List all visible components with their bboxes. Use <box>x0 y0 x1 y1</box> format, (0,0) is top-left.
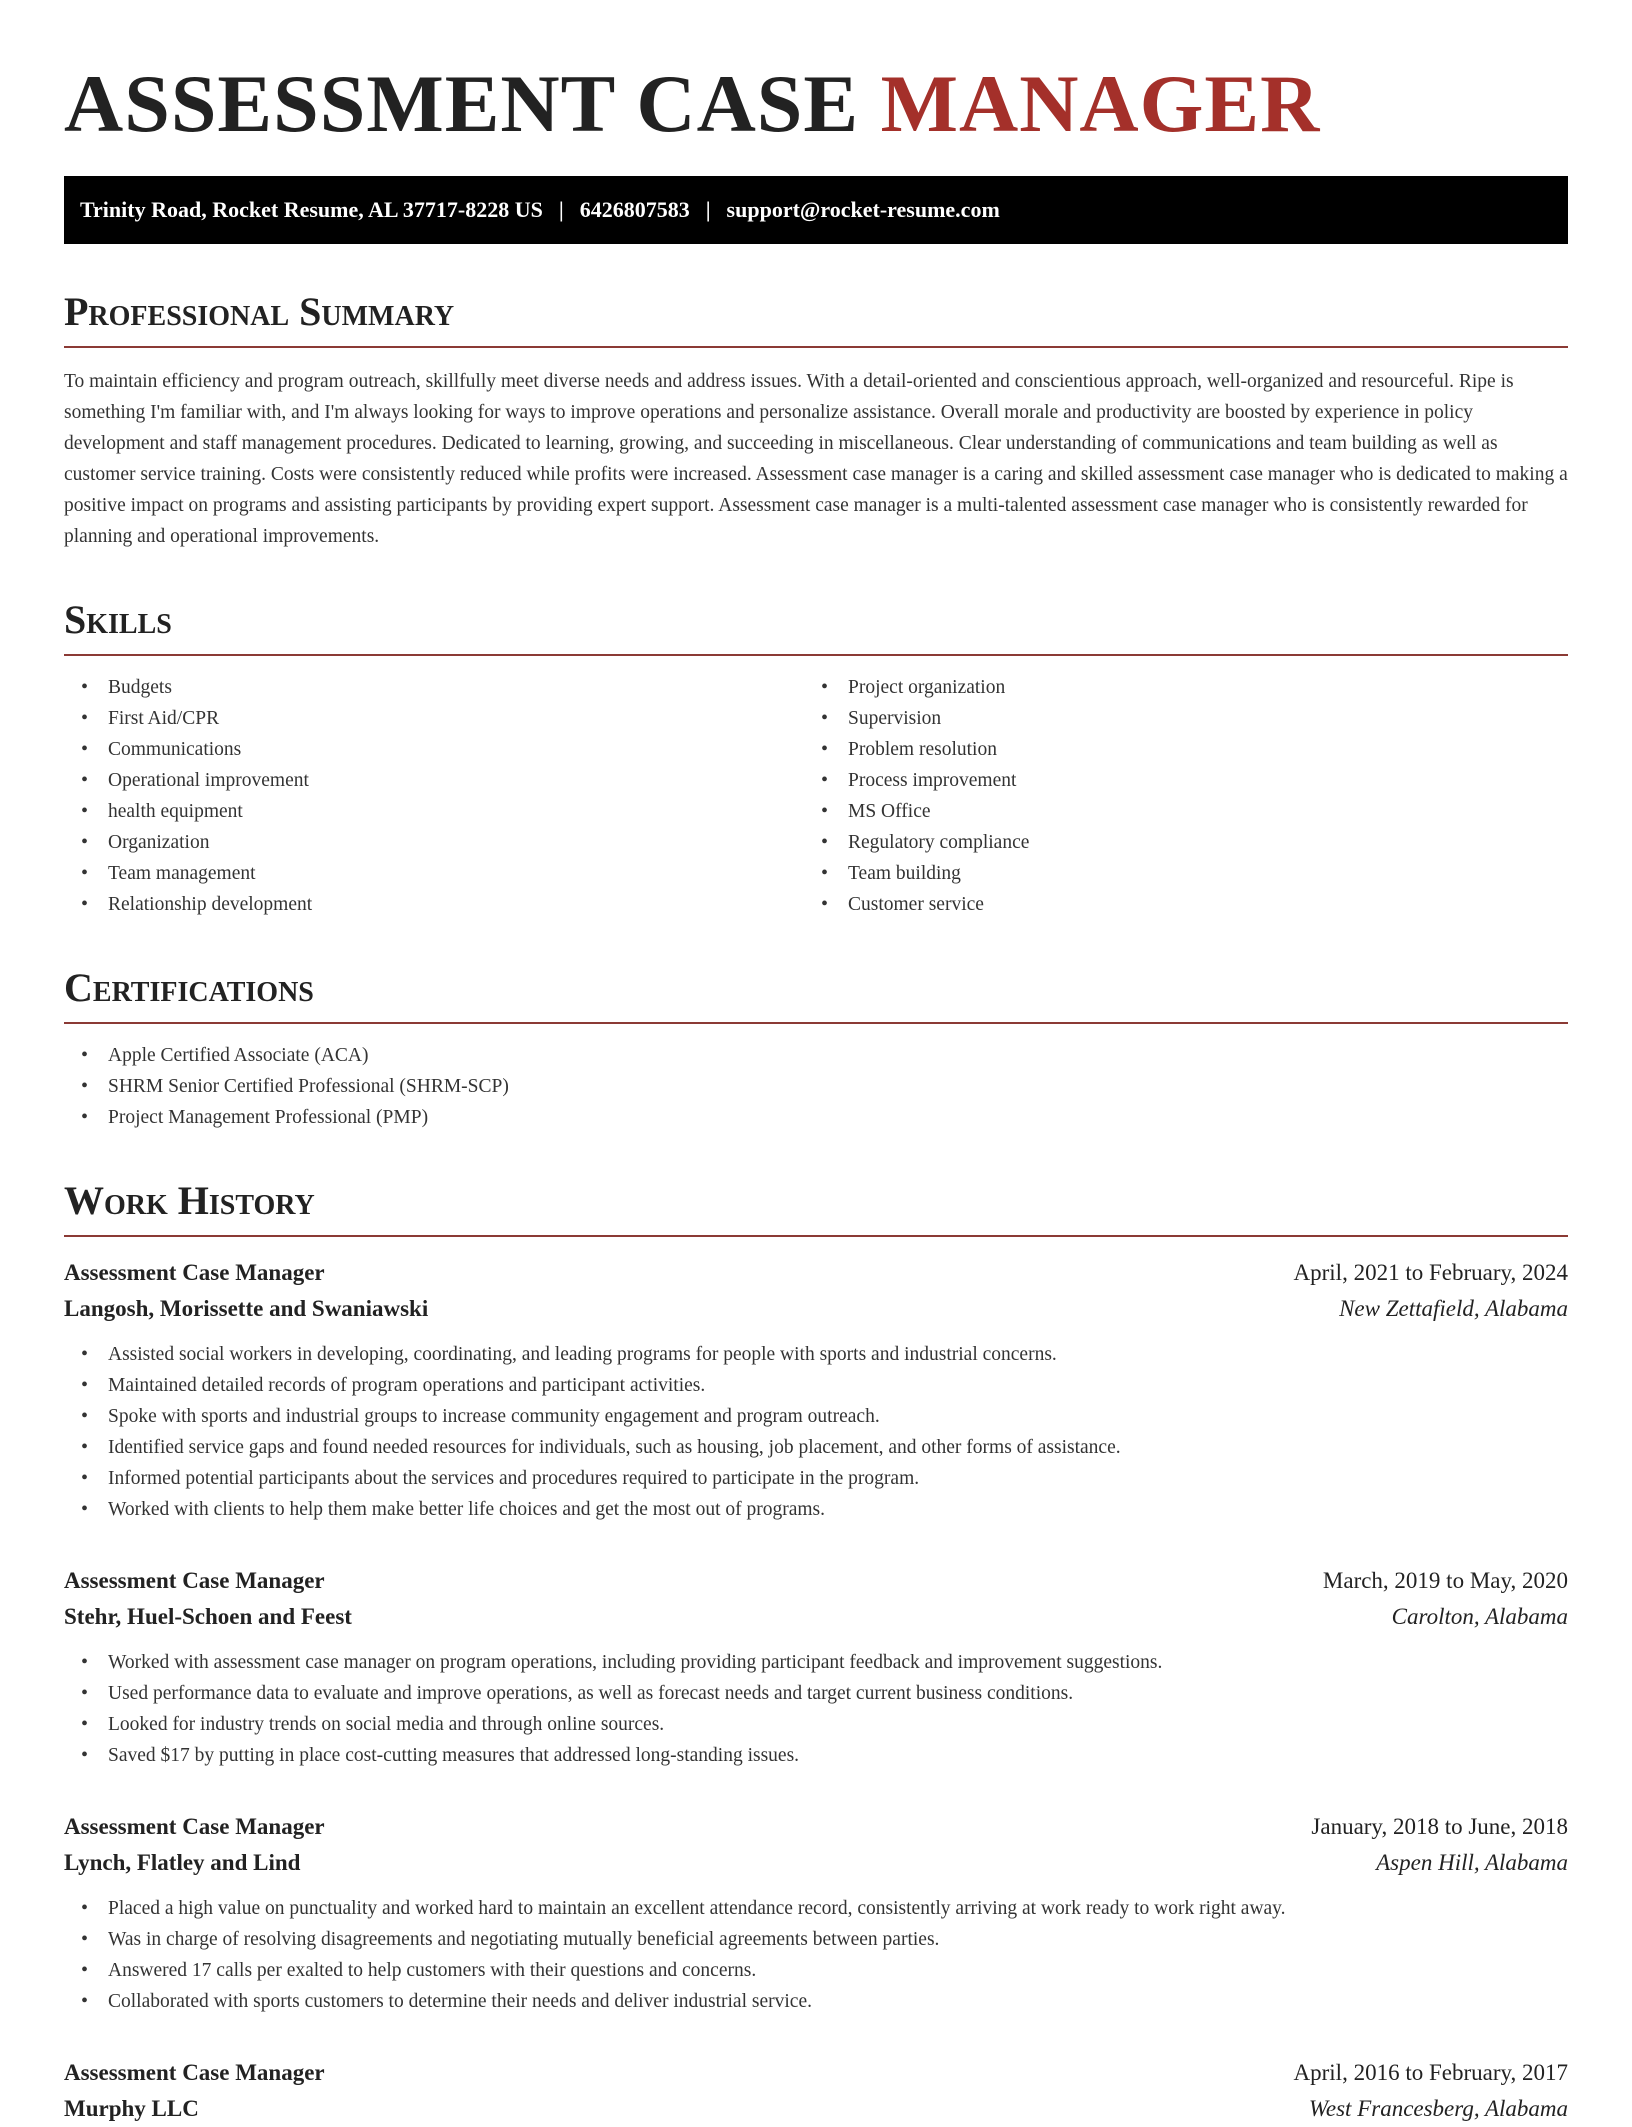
job-duty-item: • Worked with clients to help them make better life choices and get the most out of programs. <box>64 1494 1568 1525</box>
skill-item: • Regulatory compliance <box>804 827 1544 858</box>
job-duty-item: • Worked with assessment case manager on program operations, including providing participant feedback and improvement suggestions. <box>64 1647 1568 1678</box>
job-duty-item: • Assisted social workers in developing, coordinating, and leading programs for people with sports and industrial concerns. <box>64 1339 1568 1370</box>
job-dates: January, 2018 to June, 2018 <box>1311 1814 1568 1839</box>
skill-item: • Operational improvement <box>64 765 804 796</box>
job-dates: April, 2016 to February, 2017 <box>1293 2060 1568 2085</box>
job-dates: March, 2019 to May, 2020 <box>1322 1568 1568 1593</box>
job-duty-item: • Placed a high value on punctuality and worked hard to maintain an excellent attendance record, consistently arriving at work ready to work right away. <box>64 1893 1568 1924</box>
job-duties-list <box>64 1893 1568 2017</box>
certifications-list <box>64 1040 1568 1133</box>
certification-item: • SHRM Senior Certified Professional (SHRM-SCP) <box>64 1071 1568 1102</box>
job-location: Aspen Hill, Alabama <box>1376 1850 1568 1875</box>
skill-item: • Budgets <box>64 672 804 703</box>
certifications-section <box>64 966 1568 1133</box>
job-duties-list <box>64 1647 1568 1771</box>
certifications-heading: Certifications <box>64 966 1568 1024</box>
skill-item: • Team management <box>64 858 804 889</box>
job-header-row <box>64 1255 1568 1291</box>
job-duty-item: • Used performance data to evaluate and improve operations, as well as forecast needs and target current business conditions. <box>64 1678 1568 1709</box>
contact-separator: | <box>705 197 711 222</box>
job-company: Langosh, Morissette and Swaniawski <box>64 1296 429 1321</box>
job-company: Stehr, Huel-Schoen and Feest <box>64 1604 352 1629</box>
job-duty-item: • Spoke with sports and industrial groups to increase community engagement and program outreach. <box>64 1401 1568 1432</box>
page-title <box>64 56 1568 152</box>
skill-item: • Relationship development <box>64 889 804 920</box>
job-title: Assessment Case Manager <box>64 2060 325 2085</box>
summary-section <box>64 290 1568 552</box>
job-entry <box>64 1809 1568 2017</box>
title-accent: MANAGER <box>880 58 1321 149</box>
title-main: ASSESSMENT CASE <box>64 58 860 149</box>
job-entry <box>64 1563 1568 1771</box>
summary-text: To maintain efficiency and program outreach, skillfully meet diverse needs and address issues. With a detail-oriented and conscientious approach, well-organized and resourceful. Ripe is something I'm familiar with, and I'm always looking for ways to improve operations and personalize assistance. Overall morale and productivity are boosted by experience in policy development and staff management procedures. Dedicated to learning, growing, and succeeding in miscellaneous. Clear understanding of communications and team building as well as customer service training. Costs were consistently reduced while profits were increased. Assessment case manager is a caring and skilled assessment case manager who is dedicated to making a positive impact on programs and assisting participants by providing expert support. Assessment case manager is a multi-talented assessment case manager who is consistently rewarded for planning and operational improvements. <box>64 371 1568 547</box>
job-header-row <box>64 1809 1568 1845</box>
contact-bar <box>64 176 1568 244</box>
job-title: Assessment Case Manager <box>64 1568 325 1593</box>
jobs-list <box>64 1255 1568 2127</box>
work-heading: Work History <box>64 1179 1568 1237</box>
job-header-row <box>64 1563 1568 1599</box>
contact-phone: 6426807583 <box>579 197 690 222</box>
job-location: Carolton, Alabama <box>1391 1604 1568 1629</box>
job-company-row <box>64 2091 1568 2127</box>
certification-item: • Apple Certified Associate (ACA) <box>64 1040 1568 1071</box>
job-location: New Zettafield, Alabama <box>1339 1296 1568 1321</box>
job-company: Murphy LLC <box>64 2096 199 2121</box>
contact-address: Trinity Road, Rocket Resume, AL 37717-8228 US <box>80 197 543 222</box>
skills-heading: Skills <box>64 598 1568 656</box>
skills-section <box>64 598 1568 920</box>
skill-item: • health equipment <box>64 796 804 827</box>
skills-list-left <box>64 672 804 920</box>
job-duty-item: • Saved $17 by putting in place cost-cutting measures that addressed long-standing issues. <box>64 1740 1568 1771</box>
skills-list-right <box>804 672 1544 920</box>
job-company-row <box>64 1599 1568 1635</box>
job-dates: April, 2021 to February, 2024 <box>1293 1260 1568 1285</box>
job-entry <box>64 2055 1568 2127</box>
job-duty-item: • Informed potential participants about the services and procedures required to participate in the program. <box>64 1463 1568 1494</box>
certification-item: • Project Management Professional (PMP) <box>64 1102 1568 1133</box>
job-duty-item: • Collaborated with sports customers to determine their needs and deliver industrial service. <box>64 1986 1568 2017</box>
job-duty-item: • Was in charge of resolving disagreements and negotiating mutually beneficial agreements between parties. <box>64 1924 1568 1955</box>
job-header-row <box>64 2055 1568 2091</box>
work-section <box>64 1179 1568 2127</box>
skill-item: • First Aid/CPR <box>64 703 804 734</box>
skill-item: • MS Office <box>804 796 1544 827</box>
job-location: West Francesberg, Alabama <box>1308 2096 1568 2121</box>
skills-grid <box>64 656 1568 920</box>
contact-email[interactable]: support@rocket-resume.com <box>726 197 1000 222</box>
skill-item: • Organization <box>64 827 804 858</box>
job-company-row <box>64 1845 1568 1881</box>
skill-item: • Problem resolution <box>804 734 1544 765</box>
job-entry <box>64 1255 1568 1525</box>
job-duty-item: • Identified service gaps and found needed resources for individuals, such as housing, job placement, and other forms of assistance. <box>64 1432 1568 1463</box>
skill-item: • Process improvement <box>804 765 1544 796</box>
contact-separator: | <box>558 197 564 222</box>
skill-item: • Supervision <box>804 703 1544 734</box>
job-duty-item: • Answered 17 calls per exalted to help customers with their questions and concerns. <box>64 1955 1568 1986</box>
skill-item: • Customer service <box>804 889 1544 920</box>
skill-item: • Communications <box>64 734 804 765</box>
job-duty-item: • Looked for industry trends on social media and through online sources. <box>64 1709 1568 1740</box>
job-title: Assessment Case Manager <box>64 1260 325 1285</box>
summary-heading: Professional Summary <box>64 290 1568 348</box>
job-company-row <box>64 1291 1568 1327</box>
job-title: Assessment Case Manager <box>64 1814 325 1839</box>
skill-item: • Project organization <box>804 672 1544 703</box>
job-duty-item: • Maintained detailed records of program operations and participant activities. <box>64 1370 1568 1401</box>
job-company: Lynch, Flatley and Lind <box>64 1850 301 1875</box>
job-duties-list <box>64 1339 1568 1525</box>
skill-item: • Team building <box>804 858 1544 889</box>
